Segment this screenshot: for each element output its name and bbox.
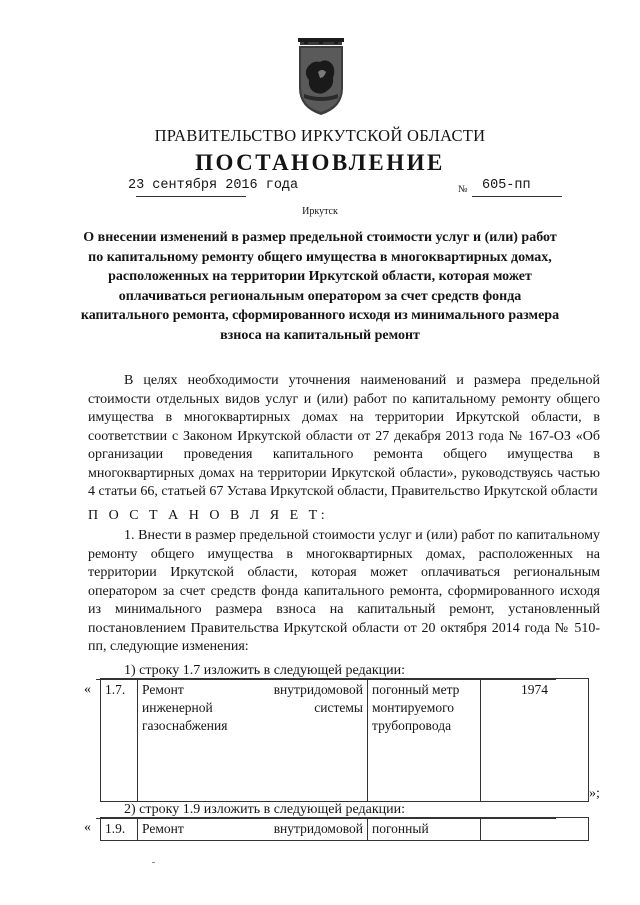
name-line bbox=[142, 681, 363, 699]
name-word: системы bbox=[314, 700, 363, 715]
document-number: 605-пп bbox=[482, 178, 531, 193]
preamble-paragraph: В целях необходимости уточнения наименований и размера предельной стоимости отдельных видов услуг и (или) работ по капитальному ремонту общего имущества в многоквартирных домах на территории Иркутской области, в соответствии с Законом Иркутской области от 27 декабря 2013 года № 167-ОЗ «Об организации проведения капитального ремонта общего имущества в многоквартирных домах на территории Иркутской области», руководствуясь частью 4 статьи 66, статьей 67 Устава Иркутской области, Правительство Иркутской области bbox=[88, 373, 600, 499]
table-1-quote-open: « bbox=[84, 682, 91, 697]
document-title: О внесении изменений в размер предельной стоимости услуг и (или) работ по капитальному ремонту общего имущества в многоквартирных домах, расположенных на территории Иркутской области, которая может оплачиваться региональным оператором за счет средств фонда капитального ремонта, сформированного исходя из минимального размера взноса на капитальный ремонт bbox=[80, 230, 560, 343]
row-name-cell bbox=[138, 679, 368, 802]
amendment-table-1 bbox=[100, 678, 589, 802]
row-number-cell: 1.9. bbox=[101, 818, 138, 841]
table-1-quote-close: »; bbox=[589, 786, 600, 801]
city-name: Иркутск bbox=[302, 206, 338, 217]
resolves-heading: П О С Т А Н О В Л Я Е Т: bbox=[88, 508, 329, 523]
row-number-cell: 1.7. bbox=[101, 679, 138, 802]
item-1-text: 1) строку 1.7 изложить в следующей редакции: bbox=[124, 663, 406, 678]
row-unit-cell: погонный метр монтируемого трубопровода bbox=[368, 679, 481, 802]
clause-1-paragraph: 1. Внести в размер предельной стоимости услуг и (или) работ по капитальному ремонту общего имущества в многоквартирных домах, расположенных на территории Иркутской области, которая может оплачиваться региональным оператором за счет средств фонда капитального ремонта, сформированного исходя из минимального размера взноса на капитальный ремонт, установленный постановлением Правительства Иркутской области от 20 октября 2014 года № 510-пп, следующие изменения: bbox=[88, 528, 600, 654]
name-word: Ремонт bbox=[142, 682, 184, 697]
table-2-quote-open: « bbox=[84, 820, 91, 835]
document-type: ПОСТАНОВЛЕНИЕ bbox=[195, 150, 445, 175]
scan-mark bbox=[152, 862, 155, 863]
amendment-table-2 bbox=[100, 817, 589, 841]
name-word: Ремонт bbox=[142, 821, 184, 836]
row-unit-cell: погонный bbox=[368, 818, 481, 841]
name-line bbox=[142, 699, 363, 717]
number-sign: № bbox=[458, 184, 468, 195]
item-2-text: 2) строку 1.9 изложить в следующей редакции: bbox=[124, 802, 406, 817]
coat-of-arms-icon bbox=[298, 38, 344, 116]
table-row bbox=[101, 679, 589, 802]
document-date: 23 сентября 2016 года bbox=[128, 178, 299, 193]
date-underline bbox=[136, 196, 246, 197]
table-row bbox=[101, 818, 589, 841]
row-value-cell bbox=[481, 818, 589, 841]
name-word: внутридомовой bbox=[273, 821, 363, 836]
row-value-cell: 1974 bbox=[481, 679, 589, 802]
name-word: внутридомовой bbox=[273, 682, 363, 697]
government-name: ПРАВИТЕЛЬСТВО ИРКУТСКОЙ ОБЛАСТИ bbox=[154, 126, 486, 145]
row-name-cell bbox=[138, 818, 368, 841]
number-underline bbox=[472, 196, 562, 197]
name-line bbox=[142, 820, 363, 838]
name-word: инженерной bbox=[142, 700, 213, 715]
name-line: газоснабжения bbox=[142, 718, 228, 733]
